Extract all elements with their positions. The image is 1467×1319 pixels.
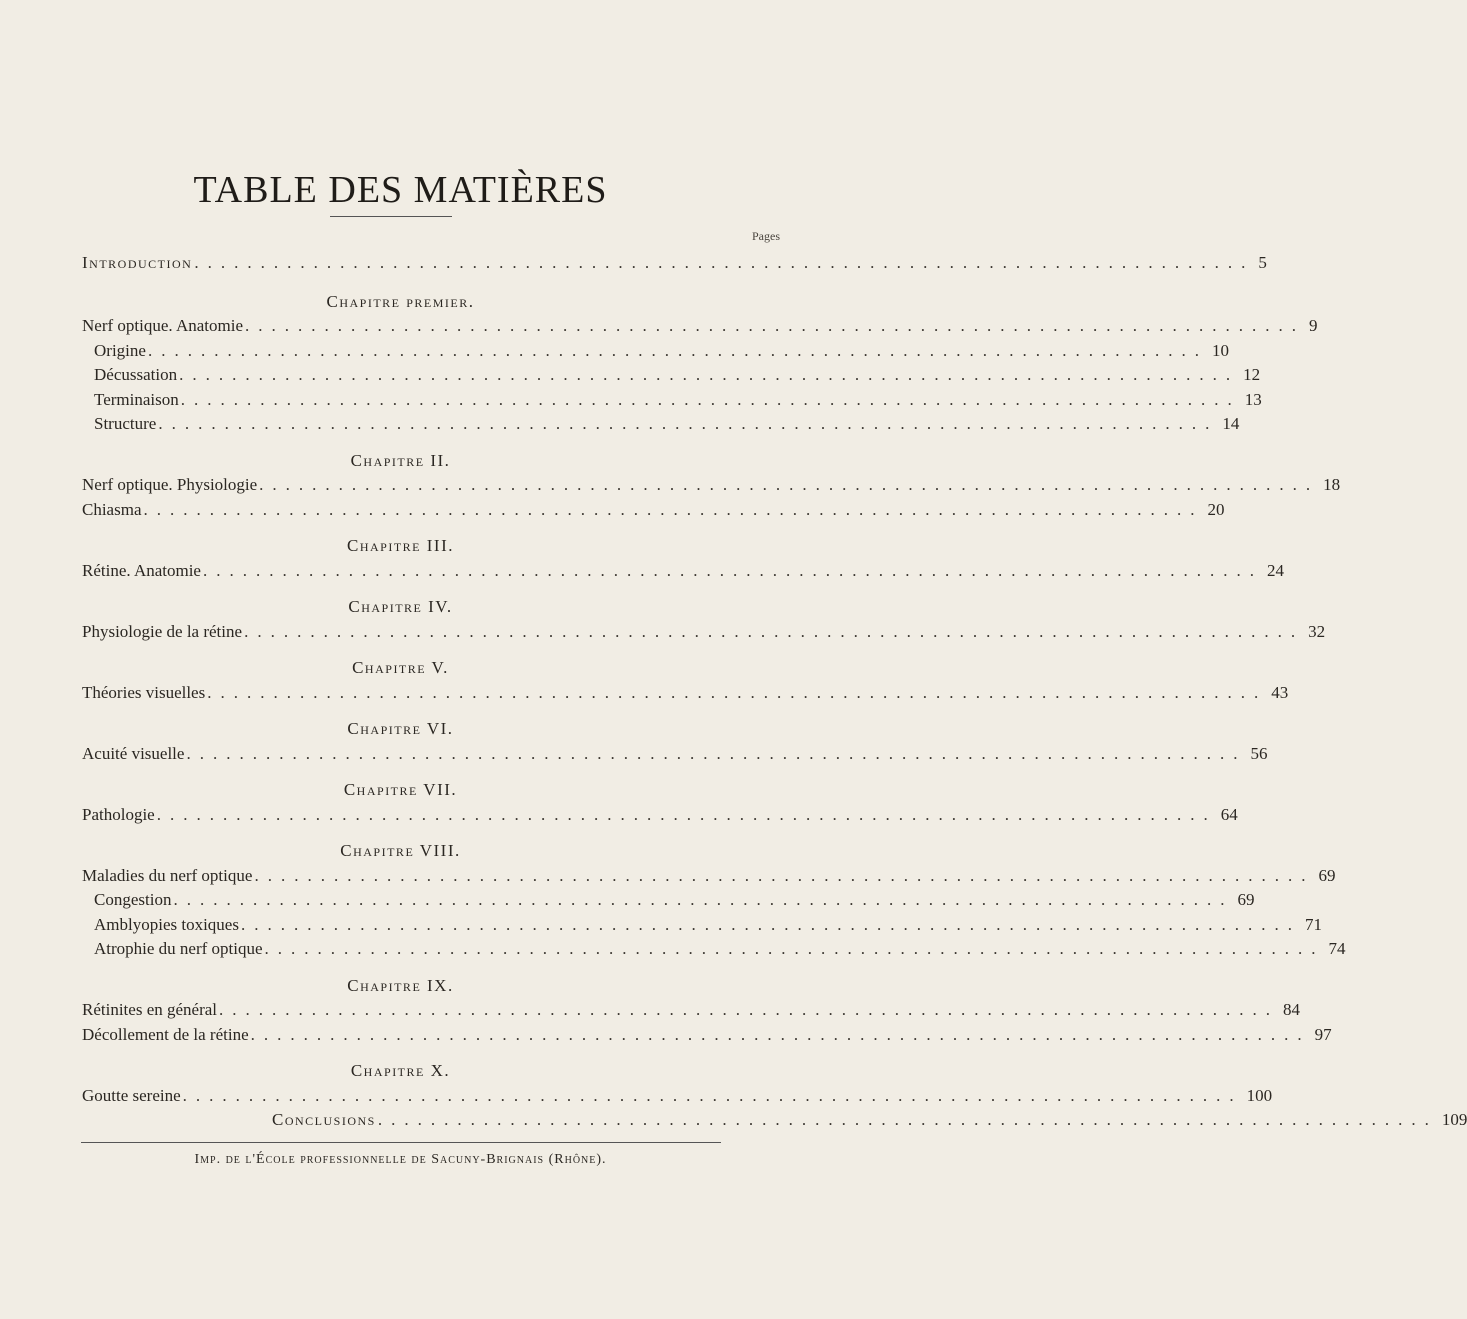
toc-entry-label: Rétine. Anatomie bbox=[82, 561, 201, 580]
dot-leader: ................................................................................ bbox=[240, 915, 1301, 934]
chapter-heading: Chapitre IV. bbox=[348, 597, 453, 616]
toc-entry-label: Chiasma bbox=[82, 500, 142, 519]
toc-entry-label: Théories visuelles bbox=[82, 683, 206, 702]
toc-entry-label: Goutte sereine bbox=[82, 1086, 181, 1105]
toc-entry bbox=[94, 388, 1262, 412]
title-divider bbox=[330, 216, 452, 217]
dot-leader: ................................................................................ bbox=[254, 866, 1315, 885]
toc-entry-page: 14 bbox=[1222, 414, 1240, 433]
dot-leader: ................................................................................ bbox=[180, 390, 1241, 409]
toc-entry bbox=[94, 363, 1261, 387]
dot-leader: ................................................................................ bbox=[186, 744, 1247, 763]
toc-entry-page: 5 bbox=[1258, 253, 1267, 272]
chapter-heading: Chapitre V. bbox=[352, 658, 449, 677]
toc-entry-label: Structure bbox=[94, 414, 157, 433]
chapter-heading: Chapitre X. bbox=[350, 1061, 451, 1080]
toc-entry bbox=[94, 888, 1255, 912]
toc-entry bbox=[94, 937, 1346, 961]
toc-entry-page: 69 bbox=[1237, 890, 1255, 909]
toc-entry-page: 84 bbox=[1283, 1000, 1301, 1019]
toc-entry-label: Nerf optique. Anatomie bbox=[82, 316, 243, 335]
toc-entry-page: 10 bbox=[1211, 341, 1229, 360]
dot-leader: ................................................................................ bbox=[244, 622, 1305, 641]
dot-leader: ................................................................................ bbox=[207, 683, 1268, 702]
toc-entry bbox=[82, 498, 1225, 522]
toc-entry-label: Nerf optique. Physiologie bbox=[82, 475, 258, 494]
toc-entry-page: 69 bbox=[1318, 866, 1336, 885]
dot-leader: ................................................................................ bbox=[182, 1086, 1243, 1105]
toc-entry bbox=[82, 1023, 1332, 1047]
toc-entry-page: 13 bbox=[1244, 390, 1262, 409]
toc-entry bbox=[82, 559, 1284, 583]
chapter-heading: Chapitre VIII. bbox=[340, 841, 461, 860]
toc-entry-page: 9 bbox=[1309, 316, 1318, 335]
toc-entry bbox=[82, 864, 1336, 888]
dot-leader: ................................................................................ bbox=[173, 890, 1234, 909]
dot-leader: ................................................................................ bbox=[194, 253, 1255, 272]
dot-leader: ................................................................................ bbox=[377, 1110, 1438, 1129]
toc-entry-page: 74 bbox=[1328, 939, 1346, 958]
toc-entry bbox=[82, 314, 1318, 338]
toc-entry-page: 100 bbox=[1246, 1086, 1273, 1105]
dot-leader: ................................................................................ bbox=[179, 365, 1240, 384]
chapter-heading: Chapitre VII. bbox=[343, 780, 458, 799]
toc-entry-page: 18 bbox=[1323, 475, 1341, 494]
chapter-heading: Chapitre III. bbox=[347, 536, 454, 555]
toc-entry-label: Origine bbox=[94, 341, 146, 360]
dot-leader: ................................................................................ bbox=[250, 1025, 1311, 1044]
toc-entry bbox=[82, 998, 1301, 1022]
chapter-heading: Chapitre II. bbox=[350, 451, 451, 470]
toc-entry bbox=[94, 913, 1322, 937]
dot-leader: ................................................................................ bbox=[264, 939, 1325, 958]
dot-leader: ................................................................................ bbox=[202, 561, 1263, 580]
toc-entry-label: Atrophie du nerf optique bbox=[94, 939, 263, 958]
page-title: TABLE DES MATIÈRES bbox=[193, 169, 608, 211]
toc-entry-label: Décollement de la rétine bbox=[82, 1025, 249, 1044]
dot-leader: ................................................................................ bbox=[245, 316, 1305, 335]
toc-entry-label: Terminaison bbox=[94, 390, 179, 409]
toc-entry-page: 43 bbox=[1271, 683, 1289, 702]
toc-entry-label: Conclusions bbox=[272, 1110, 376, 1129]
dot-leader: ................................................................................ bbox=[156, 805, 1217, 824]
toc-entry-page: 20 bbox=[1207, 500, 1225, 519]
toc-entry bbox=[82, 1084, 1273, 1108]
dot-leader: ................................................................................ bbox=[259, 475, 1320, 494]
toc-entry bbox=[82, 681, 1289, 705]
dot-leader: ................................................................................ bbox=[158, 414, 1219, 433]
chapter-heading: Chapitre premier. bbox=[326, 292, 475, 311]
chapter-heading: Chapitre VI. bbox=[347, 719, 454, 738]
toc-entry-label: Congestion bbox=[94, 890, 172, 909]
toc-entry bbox=[82, 803, 1238, 827]
toc-entry-page: 64 bbox=[1220, 805, 1238, 824]
bottom-divider bbox=[81, 1142, 721, 1143]
toc-entry-label: Introduction bbox=[82, 253, 193, 272]
toc-entry-page: 24 bbox=[1266, 561, 1284, 580]
chapter-heading: Chapitre IX. bbox=[347, 976, 454, 995]
toc-entry-label: Physiologie de la rétine bbox=[82, 622, 243, 641]
pages-column-label: Pages bbox=[752, 229, 780, 243]
toc-entry-label: Décussation bbox=[94, 365, 178, 384]
toc-entry bbox=[94, 412, 1240, 436]
dot-leader: ................................................................................ bbox=[143, 500, 1204, 519]
toc-entry bbox=[94, 339, 1229, 363]
toc-entry-page: 109 bbox=[1441, 1110, 1467, 1129]
toc-entry bbox=[272, 1108, 1467, 1132]
toc-entry-label: Pathologie bbox=[82, 805, 155, 824]
toc-entry-page: 71 bbox=[1304, 915, 1322, 934]
toc-entry bbox=[82, 742, 1268, 766]
toc-entry-page: 56 bbox=[1250, 744, 1268, 763]
dot-leader: ................................................................................ bbox=[219, 1000, 1280, 1019]
imprint-line: Imp. de l'École professionnelle de Sacuny-Brignais (Rhône). bbox=[194, 1152, 607, 1167]
toc-entry-label: Maladies du nerf optique bbox=[82, 866, 253, 885]
toc-entry-page: 97 bbox=[1314, 1025, 1332, 1044]
toc-entry-label: Acuité visuelle bbox=[82, 744, 185, 763]
toc-entry bbox=[82, 620, 1326, 644]
toc-entry-page: 12 bbox=[1243, 365, 1261, 384]
toc-entry-label: Rétinites en général bbox=[82, 1000, 218, 1019]
toc-entry-page: 32 bbox=[1308, 622, 1326, 641]
toc-entry bbox=[82, 251, 1267, 275]
toc-entry-label: Amblyopies toxiques bbox=[94, 915, 239, 934]
toc-entry bbox=[82, 473, 1341, 497]
dot-leader: ................................................................................ bbox=[147, 341, 1208, 360]
